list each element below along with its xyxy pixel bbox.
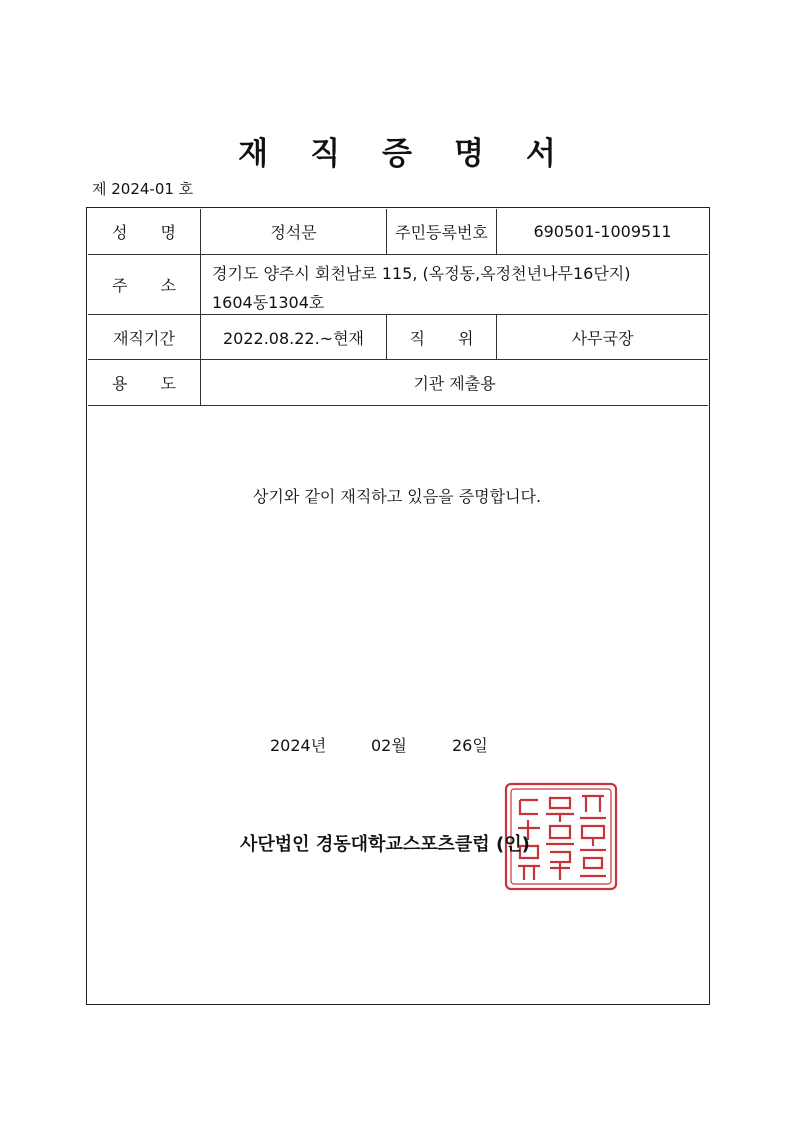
name-value: 정석문 [201, 209, 387, 255]
purpose-value: 기관 제출용 [201, 360, 708, 406]
name-label-char: 성 [112, 223, 128, 242]
address-line-2: 1604동1304호 [212, 293, 325, 312]
date-month: 02월 [371, 736, 407, 755]
address-value [212, 259, 630, 317]
name-label-cell [88, 209, 201, 255]
name-label-char: 명 [160, 223, 176, 242]
purpose-label-cell [88, 360, 201, 406]
document-title [0, 128, 794, 173]
period-label: 재직기간 [88, 315, 201, 360]
address-label-char: 소 [160, 276, 176, 295]
title-char: 직 [310, 136, 341, 172]
address-label-cell [88, 255, 201, 315]
period-value: 2022.08.22.~현재 [201, 315, 387, 360]
position-label-char: 위 [458, 328, 474, 348]
document-number: 제 2024-01 호 [92, 180, 194, 198]
date-day: 26일 [452, 736, 488, 755]
address-line-1: 경기도 양주시 회천남로 115, (옥정동,옥정천년나무16단지) [212, 264, 631, 283]
purpose-label-char: 용 [112, 374, 128, 393]
title-char: 서 [525, 136, 556, 172]
title-char: 증 [382, 136, 412, 172]
certification-statement: 상기와 같이 재직하고 있음을 증명합니다. [252, 487, 542, 506]
title-char: 명 [453, 136, 484, 172]
title-char: 재 [238, 136, 269, 172]
position-value: 사무국장 [497, 315, 708, 360]
rrn-value: 690501-1009511 [497, 209, 708, 255]
address-label-char: 주 [112, 276, 128, 295]
rrn-label: 주민등록번호 [387, 209, 497, 255]
date-year: 2024년 [270, 736, 327, 755]
position-label-char: 직 [409, 328, 425, 348]
purpose-label-char: 도 [160, 374, 176, 393]
position-label-cell [387, 315, 497, 360]
issuer-name: 사단법인 경동대학교스포츠클럽 (인) [240, 834, 530, 855]
